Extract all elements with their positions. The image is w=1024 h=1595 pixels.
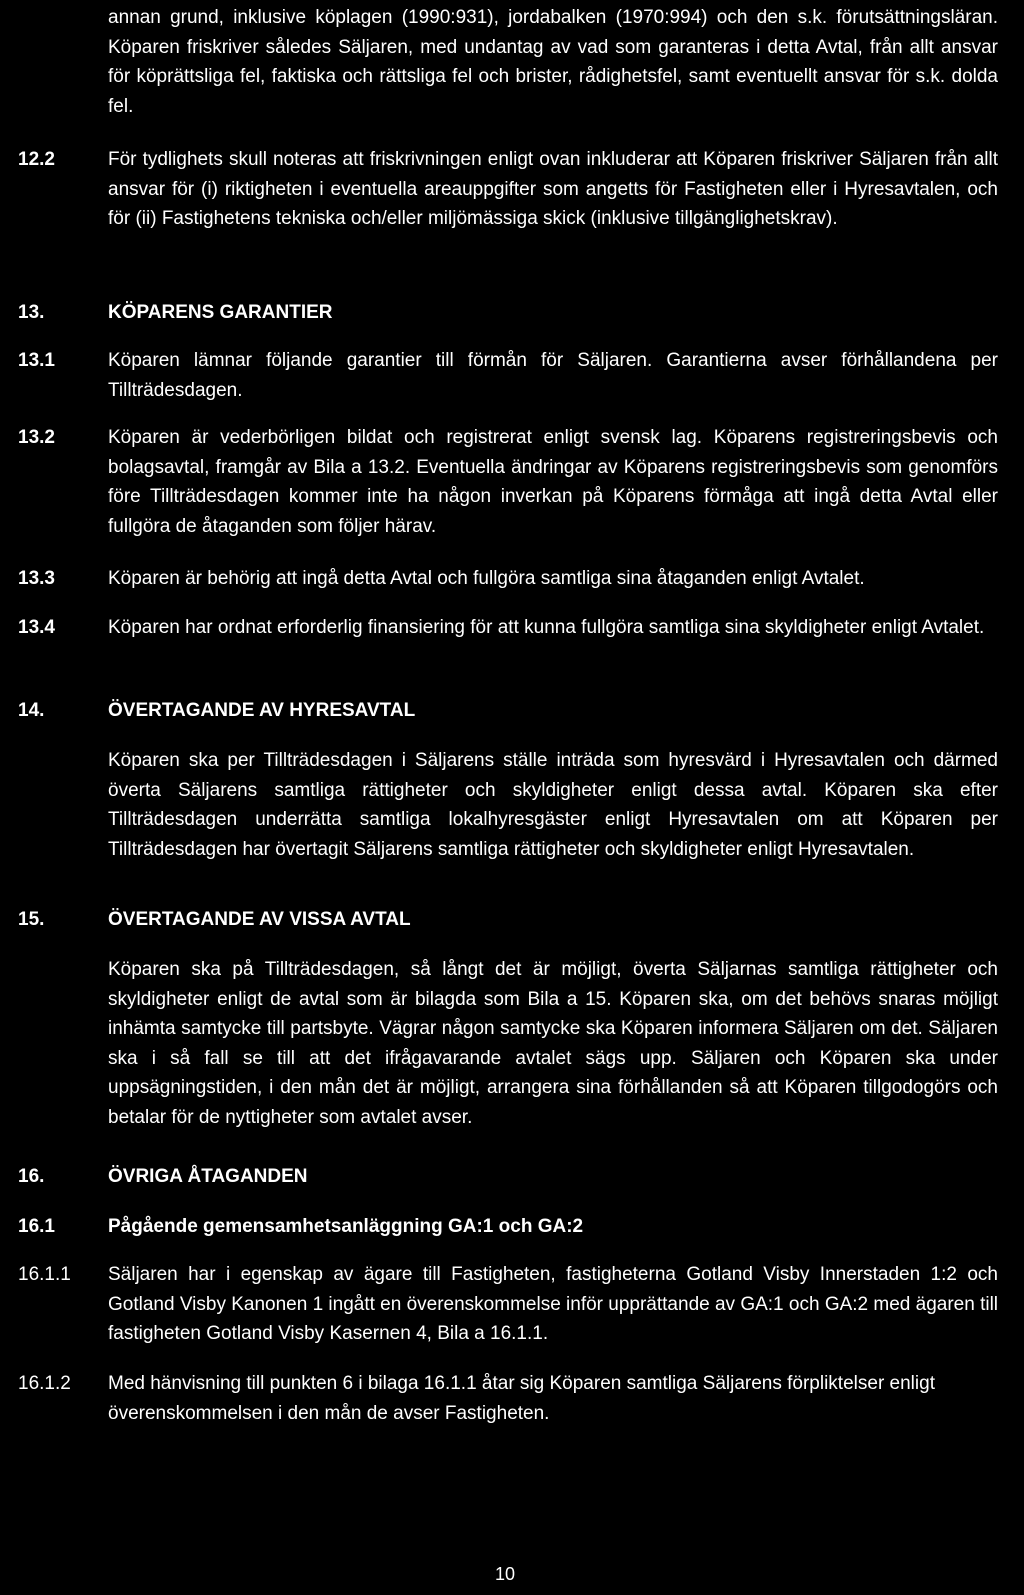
paragraph-12-1-continuation: annan grund, inklusive köplagen (1990:931), jordabalken (1970:994) och den s.k. förutsättningsläran. Köparen friskriver således Säljaren, med undantag av vad som garanteras i detta Avtal, från allt ansvar för köprättsliga fel, faktiska och rättsliga fel och brister, rådighetsfel, samt eventuellt ansvar för s.k. dolda fel. bbox=[108, 7, 998, 117]
clause-number-13-2: 13.2 bbox=[18, 427, 55, 448]
clause-number-16-1-2: 16.1.2 bbox=[18, 1373, 71, 1394]
clause-number-16-1: 16.1 bbox=[18, 1216, 55, 1237]
clause-number-13-1: 13.1 bbox=[18, 350, 55, 371]
section-heading-16: ÖVRIGA ÅTAGANDEN bbox=[108, 1166, 308, 1187]
clause-number-16-1-1: 16.1.1 bbox=[18, 1264, 71, 1285]
clause-text-13-4: Köparen har ordnat erforderlig finansiering för att kunna fullgöra samtliga sina skyldigheter enligt Avtalet. bbox=[108, 617, 985, 638]
section-number-14: 14. bbox=[18, 700, 45, 721]
clause-text-16-1-2: Med hänvisning till punkten 6 i bilaga 16.1.1 åtar sig Köparen samtliga Säljarens förpliktelser enligt överenskommelsen i den mån de avser Fastigheten. bbox=[108, 1373, 935, 1424]
clause-text-13-1: Köparen lämnar följande garantier till förmån för Säljaren. Garantierna avser förhållandena per Tillträdesdagen. bbox=[108, 350, 998, 401]
clause-text-16-1-1: Säljaren har i egenskap av ägare till Fastigheten, fastigheterna Gotland Visby Innerstaden 1:2 och Gotland Visby Kanonen 1 ingått en överenskommelse inför upprättande av GA:1 och GA:2 med ägaren till fastigheten Gotland Visby Kasernen 4, Bila a 16.1.1. bbox=[108, 1264, 999, 1344]
clause-number-12-2: 12.2 bbox=[18, 149, 55, 170]
clause-text-13-2: Köparen är vederbörligen bildat och registrerat enligt svensk lag. Köparens registreringsbevis och bolagsavtal, framgår av Bila a 13.2. Eventuella ändringar av Köparens registreringsbevis som genomförs före Tillträdesdagen kommer inte ha någon inverkan på Köparens förmåga att ingå detta Avtal eller fullgöra de åtaganden som följer härav. bbox=[108, 427, 998, 537]
section-number-16: 16. bbox=[18, 1166, 45, 1187]
section-heading-13: KÖPARENS GARANTIER bbox=[108, 302, 333, 323]
clause-heading-16-1: Pågående gemensamhetsanläggning GA:1 och GA:2 bbox=[108, 1216, 584, 1237]
section-number-13: 13. bbox=[18, 302, 45, 323]
clause-text-13-3: Köparen är behörig att ingå detta Avtal och fullgöra samtliga sina åtaganden enligt Avtalet. bbox=[108, 568, 865, 589]
page-number: 10 bbox=[494, 1564, 516, 1584]
section-number-15: 15. bbox=[18, 909, 45, 930]
clause-number-13-3: 13.3 bbox=[18, 568, 55, 589]
clause-number-13-4: 13.4 bbox=[18, 617, 55, 638]
clause-text-12-2: För tydlighets skull noteras att friskrivningen enligt ovan inkluderar att Köparen friskriver Säljaren från allt ansvar för (i) riktigheten i eventuella areauppgifter som angetts för Fastigheten eller i Hyresavtalen, och för (ii) Fastighetens tekniska och/eller miljömässiga skick (inklusive tillgänglighetskrav). bbox=[108, 149, 998, 229]
section-heading-15: ÖVERTAGANDE AV VISSA AVTAL bbox=[108, 909, 411, 930]
section-heading-14: ÖVERTAGANDE AV HYRESAVTAL bbox=[108, 700, 416, 721]
section-text-14: Köparen ska per Tillträdesdagen i Säljarens ställe inträda som hyresvärd i Hyresavtalen och därmed överta Säljarens samtliga rättigheter och skyldigheter enligt dessa avtal. Köparen ska efter Tillträdesdagen underrätta samtliga lokalhyresgäster enligt Hyresavtalen om att Köparen per Tillträdesdagen har övertagit Säljarens samtliga rättigheter och skyldigheter enligt Hyresavtalen. bbox=[108, 750, 998, 860]
section-text-15: Köparen ska på Tillträdesdagen, så långt det är möjligt, överta Säljarnas samtliga rättigheter och skyldigheter enligt de avtal som är bilagda som Bila a 15. Köparen ska, om det behövs snaras möjligt inhämta samtycke till partsbyte. Vägrar någon samtycke ska Köparen informera Säljaren om det. Säljaren ska i så fall se till att det ifrågavarande avtalet sägs upp. Säljaren och Köparen ska under uppsägningstiden, i den mån det är möjligt, arrangera sina förhållanden så att Köparen tillgodogörs och betalar för de nyttigheter som avtalet avser. bbox=[108, 959, 998, 1128]
